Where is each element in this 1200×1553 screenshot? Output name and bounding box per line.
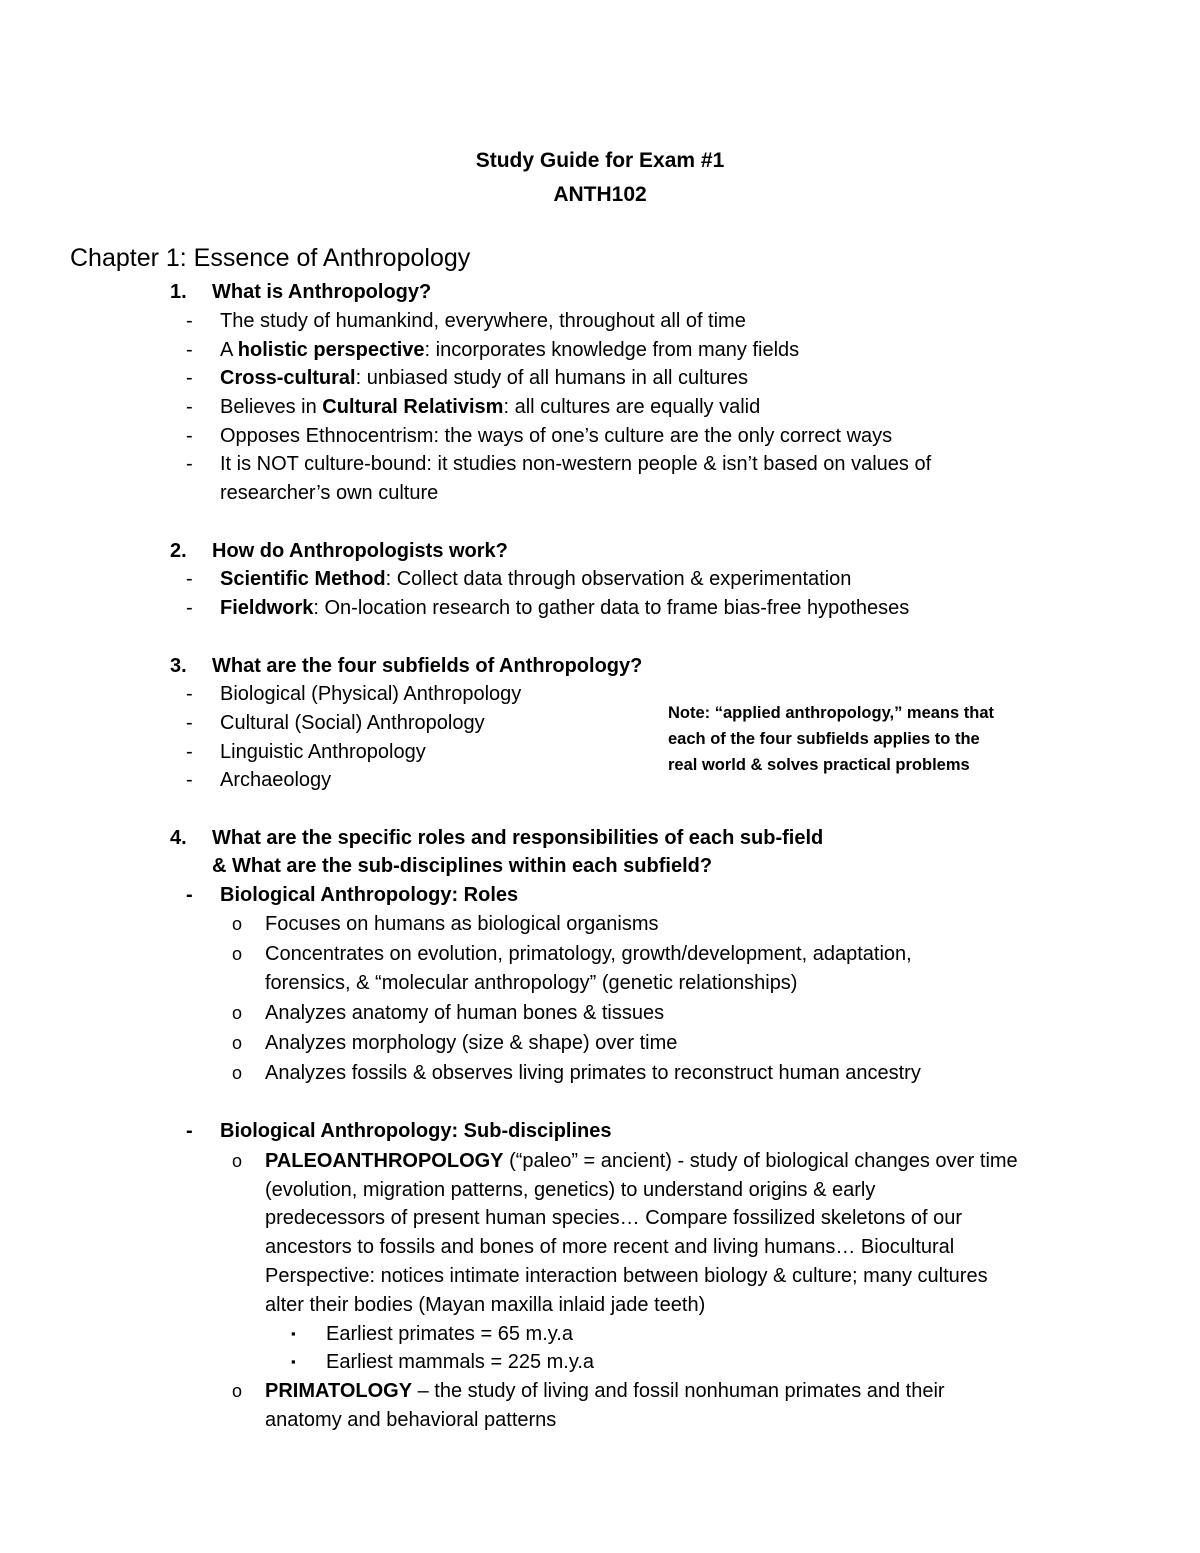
list-item-continued: anatomy and behavioral patterns xyxy=(265,1409,557,1431)
list-item-continued: alter their bodies (Mayan maxilla inlaid jade teeth) xyxy=(265,1294,706,1316)
dash-bullet: - xyxy=(186,310,193,332)
list-item-continued: forensics, & “molecular anthropology” (genetic relationships) xyxy=(265,972,798,994)
question-number: 3. xyxy=(170,655,187,677)
dash-bullet: - xyxy=(186,339,193,361)
list-item: Scientific Method: Collect data through observation & experimentation xyxy=(220,568,852,590)
dash-bullet: - xyxy=(186,367,193,389)
list-item-continued: predecessors of present human species… Compare fossilized skeletons of our xyxy=(265,1207,963,1229)
note-line: real world & solves practical problems xyxy=(668,756,970,774)
question-2: How do Anthropologists work? xyxy=(212,540,508,562)
dash-bullet: - xyxy=(186,453,193,475)
circle-bullet: o xyxy=(232,1063,243,1083)
square-bullet: ▪ xyxy=(291,1354,296,1369)
list-item: The study of humankind, everywhere, throughout all of time xyxy=(220,310,746,332)
square-bullet: ▪ xyxy=(291,1326,296,1341)
list-item: PALEOANTHROPOLOGY (“paleo” = ancient) - study of biological changes over time xyxy=(265,1150,1018,1172)
course-code: ANTH102 xyxy=(553,183,647,206)
list-item: Archaeology xyxy=(220,769,332,791)
question-number: 2. xyxy=(170,540,187,562)
list-item: Concentrates on evolution, primatology, growth/development, adaptation, xyxy=(265,943,912,965)
circle-bullet: o xyxy=(232,1151,243,1171)
list-item: Believes in Cultural Relativism: all cultures are equally valid xyxy=(220,396,761,418)
list-item: Cross-cultural: unbiased study of all humans in all cultures xyxy=(220,367,749,389)
list-item: Opposes Ethnocentrism: the ways of one’s culture are the only correct ways xyxy=(220,425,893,447)
dash-bullet: - xyxy=(186,741,193,763)
dash-bullet: - xyxy=(186,1120,193,1142)
dash-bullet: - xyxy=(186,425,193,447)
list-item: Earliest primates = 65 m.y.a xyxy=(326,1323,573,1345)
question-1: What is Anthropology? xyxy=(212,281,432,303)
dash-bullet: - xyxy=(186,597,193,619)
question-4: What are the specific roles and responsibilities of each sub-field xyxy=(212,827,824,849)
dash-bullet: - xyxy=(186,683,193,705)
chapter-heading: Chapter 1: Essence of Anthropology xyxy=(70,244,471,272)
list-item: Linguistic Anthropology xyxy=(220,741,426,763)
list-item-continued: (evolution, migration patterns, genetics) to understand origins & early xyxy=(265,1179,876,1201)
subsection-heading: Biological Anthropology: Sub-disciplines xyxy=(220,1120,612,1142)
list-item: Focuses on humans as biological organisms xyxy=(265,913,659,935)
note-line: each of the four subfields applies to the xyxy=(668,730,980,748)
subsection-heading: Biological Anthropology: Roles xyxy=(220,884,519,906)
list-item: Cultural (Social) Anthropology xyxy=(220,712,485,734)
list-item: Analyzes morphology (size & shape) over time xyxy=(265,1032,678,1054)
circle-bullet: o xyxy=(232,914,243,934)
question-3: What are the four subfields of Anthropology? xyxy=(212,655,643,677)
dash-bullet: - xyxy=(186,884,193,906)
dash-bullet: - xyxy=(186,568,193,590)
list-item: PRIMATOLOGY – the study of living and fossil nonhuman primates and their xyxy=(265,1380,945,1402)
dash-bullet: - xyxy=(186,396,193,418)
list-item-continued: researcher’s own culture xyxy=(220,482,439,504)
question-4-continued: & What are the sub-disciplines within each subfield? xyxy=(212,855,713,877)
list-item: Analyzes anatomy of human bones & tissues xyxy=(265,1002,665,1024)
circle-bullet: o xyxy=(232,1003,243,1023)
list-item: Analyzes fossils & observes living primates to reconstruct human ancestry xyxy=(265,1062,921,1084)
dash-bullet: - xyxy=(186,769,193,791)
document-title: Study Guide for Exam #1 xyxy=(475,149,725,172)
question-number: 1. xyxy=(170,281,187,303)
circle-bullet: o xyxy=(232,944,243,964)
list-item: It is NOT culture-bound: it studies non-western people & isn’t based on values of xyxy=(220,453,932,475)
list-item-continued: Perspective: notices intimate interaction between biology & culture; many cultures xyxy=(265,1265,988,1287)
list-item: Biological (Physical) Anthropology xyxy=(220,683,522,705)
question-number: 4. xyxy=(170,827,187,849)
circle-bullet: o xyxy=(232,1381,243,1401)
list-item: Earliest mammals = 225 m.y.a xyxy=(326,1351,595,1373)
list-item-continued: ancestors to fossils and bones of more recent and living humans… Biocultural xyxy=(265,1236,955,1258)
note-line: Note: “applied anthropology,” means that xyxy=(668,704,995,722)
list-item: A holistic perspective: incorporates knowledge from many fields xyxy=(220,339,800,361)
dash-bullet: - xyxy=(186,712,193,734)
circle-bullet: o xyxy=(232,1033,243,1053)
list-item: Fieldwork: On-location research to gather data to frame bias-free hypotheses xyxy=(220,597,910,619)
